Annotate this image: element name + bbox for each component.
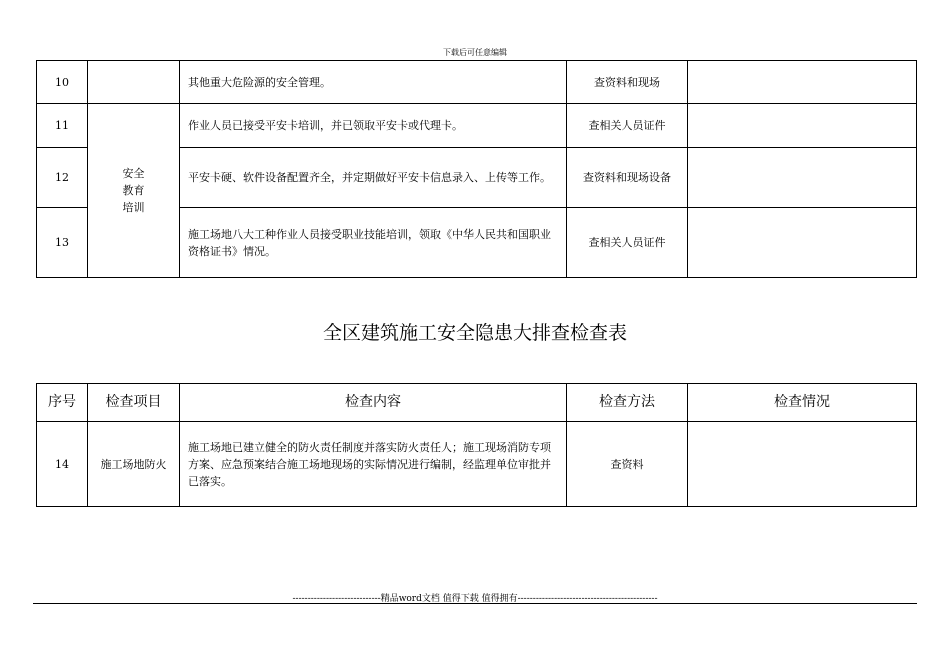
table-row xyxy=(37,422,917,507)
check-status-cell[interactable] xyxy=(688,61,917,104)
header-content: 检查内容 xyxy=(180,384,567,422)
check-method-cell: 查相关人员证件 xyxy=(567,104,688,148)
check-status-cell[interactable] xyxy=(688,208,917,278)
footer-divider xyxy=(33,603,917,604)
table-header-row xyxy=(37,384,917,422)
check-status-cell[interactable] xyxy=(688,148,917,208)
table-row xyxy=(37,104,917,148)
row-number: 13 xyxy=(37,208,88,278)
header-status: 检查情况 xyxy=(688,384,917,422)
check-content-cell: 作业人员已接受平安卡培训，并已领取平安卡或代理卡。 xyxy=(180,104,567,148)
header-note: 下载后可任意编辑 xyxy=(443,48,507,57)
check-method-cell: 查相关人员证件 xyxy=(567,208,688,278)
check-status-cell[interactable] xyxy=(688,422,917,507)
check-item-cell: 安全 教育 培训 xyxy=(88,104,180,278)
document-title: 全区建筑施工安全隐患大排查检查表 xyxy=(322,322,627,344)
check-content-cell: 平安卡硬、软件设备配置齐全，并定期做好平安卡信息录入、上传等工作。 xyxy=(180,148,567,208)
check-content-cell: 施工场地已建立健全的防火责任制度并落实防火责任人；施工现场消防专项方案、应急预案结合施工场地现场的实际情况进行编制，经监理单位审批并已落实。 xyxy=(180,422,567,507)
check-item-cell xyxy=(88,61,180,104)
inspection-table-continued xyxy=(36,60,917,278)
table-row xyxy=(37,61,917,104)
check-method-cell: 查资料和现场设备 xyxy=(567,148,688,208)
check-method-cell: 查资料 xyxy=(567,422,688,507)
row-number: 10 xyxy=(37,61,88,104)
check-content-cell: 其他重大危险源的安全管理。 xyxy=(180,61,567,104)
header-method: 检查方法 xyxy=(567,384,688,422)
footer-note: -----------------------------精品word文档 值得下载 值得拥有---------------------------------------------- xyxy=(292,594,658,604)
check-method-cell: 查资料和现场 xyxy=(567,61,688,104)
inspection-table xyxy=(36,383,917,507)
check-status-cell[interactable] xyxy=(688,104,917,148)
header-item: 检查项目 xyxy=(88,384,180,422)
row-number: 12 xyxy=(37,148,88,208)
check-item-cell: 施工场地防火 xyxy=(88,422,180,507)
check-content-cell: 施工场地八大工种作业人员接受职业技能培训，领取《中华人民共和国职业资格证书》情况。 xyxy=(180,208,567,278)
row-number: 11 xyxy=(37,104,88,148)
header-no: 序号 xyxy=(37,384,88,422)
row-number: 14 xyxy=(37,422,88,507)
